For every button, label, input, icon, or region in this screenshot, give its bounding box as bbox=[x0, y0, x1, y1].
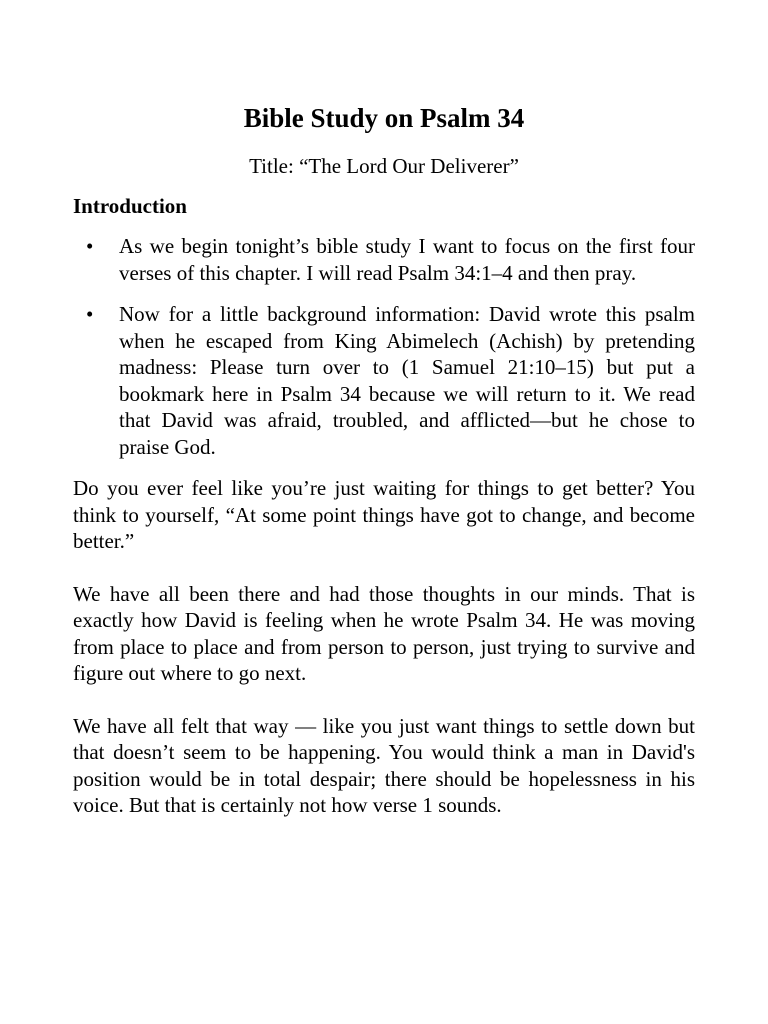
paragraph: Do you ever feel like you’re just waiting for things to get better? You think to yourself, “At some point things have got to change, and become better.” bbox=[73, 476, 695, 553]
document-page bbox=[73, 98, 695, 845]
section-heading-introduction: Introduction bbox=[73, 194, 187, 218]
page-subtitle: Title: “The Lord Our Deliverer” bbox=[249, 154, 519, 178]
bullet-list bbox=[73, 233, 695, 460]
bullet-icon: • bbox=[86, 302, 94, 326]
list-item bbox=[73, 301, 695, 460]
page-title: Bible Study on Psalm 34 bbox=[243, 103, 525, 133]
list-item-text: As we begin tonight’s bible study I want to focus on the first four verses of this chapter. I will read Psalm 34:1–4 and then pray. bbox=[119, 234, 695, 285]
list-item-text: Now for a little background information: David wrote this psalm when he escaped from King Abimelech (Achish) by pretending madness: Please turn over to (1 Samuel 21:10–15) but put a bookmark here in Psalm 34 because we will return to it. We read that David was afraid, troubled, and afflicted—but he chose to praise God. bbox=[119, 302, 695, 459]
paragraph: We have all felt that way — like you just want things to settle down but that doesn’t seem to be happening. You would think a man in David's position would be in total despair; there should be hopelessness in his voice. But that is certainly not how verse 1 sounds. bbox=[73, 713, 695, 817]
list-item bbox=[73, 233, 695, 286]
paragraph: We have all been there and had those thoughts in our minds. That is exactly how David is feeling when he wrote Psalm 34. He was moving from place to place and from person to person, just trying to survive and figure out where to go next. bbox=[73, 581, 695, 685]
bullet-icon: • bbox=[86, 234, 94, 258]
